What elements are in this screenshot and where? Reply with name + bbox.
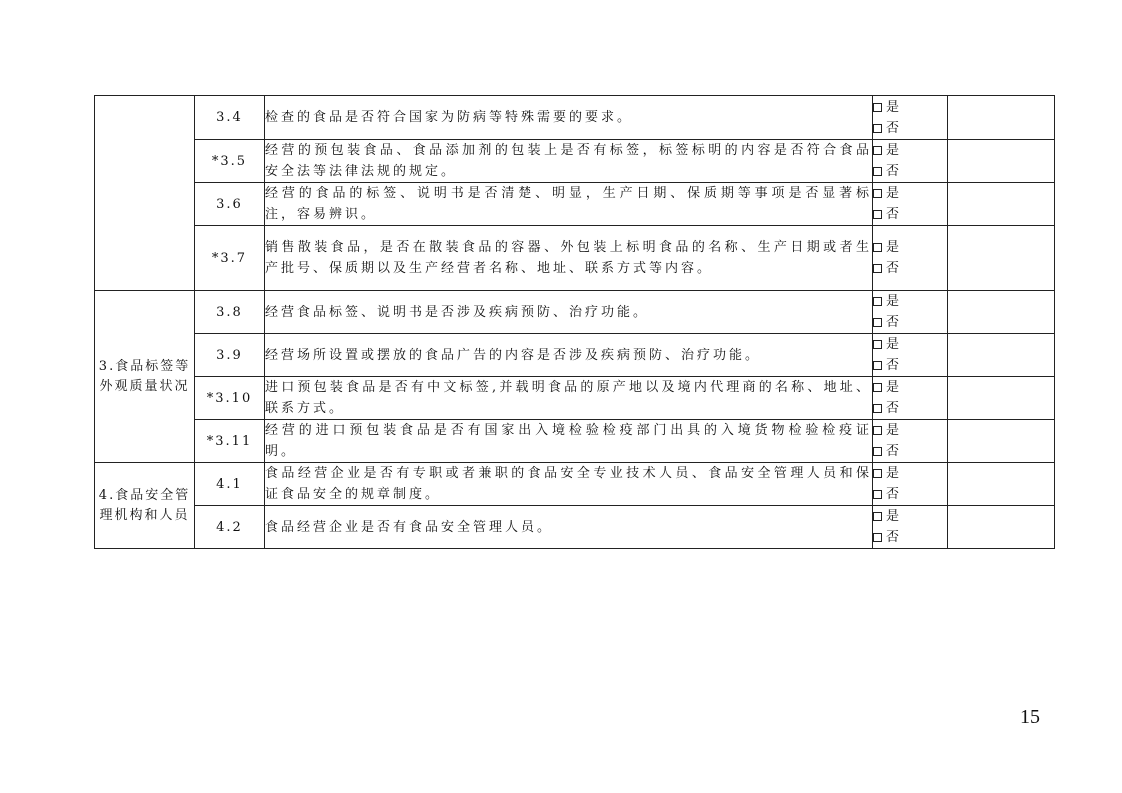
remark-cell bbox=[948, 96, 1055, 140]
yes-no-options bbox=[873, 463, 948, 506]
checkbox-icon[interactable] bbox=[873, 447, 882, 456]
remark-cell bbox=[948, 334, 1055, 377]
option-yes[interactable] bbox=[873, 237, 947, 258]
option-no-label: 否 bbox=[886, 530, 900, 545]
checkbox-icon[interactable] bbox=[873, 264, 882, 273]
option-yes[interactable] bbox=[873, 291, 947, 312]
remark-cell bbox=[948, 463, 1055, 506]
item-number: 3.4 bbox=[195, 96, 265, 140]
table-row bbox=[95, 506, 1055, 549]
item-content: 经营的进口预包装食品是否有国家出入境检验检疫部门出具的入境货物检验检疫证明。 bbox=[265, 420, 873, 463]
item-content: 食品经营企业是否有食品安全管理人员。 bbox=[265, 506, 873, 549]
yes-no-options bbox=[873, 96, 948, 140]
remark-cell bbox=[948, 506, 1055, 549]
item-content: 食品经营企业是否有专职或者兼职的食品安全专业技术人员、食品安全管理人员和保证食品安全的规章制度。 bbox=[265, 463, 873, 506]
item-number: 4.2 bbox=[195, 506, 265, 549]
option-yes[interactable] bbox=[873, 506, 947, 527]
option-yes-label: 是 bbox=[886, 99, 900, 115]
option-no[interactable] bbox=[873, 527, 947, 548]
checkbox-icon[interactable] bbox=[873, 469, 882, 478]
yes-no-options bbox=[873, 420, 948, 463]
item-content: 经营食品标签、说明书是否涉及疾病预防、治疗功能。 bbox=[265, 291, 873, 334]
option-no-label: 否 bbox=[886, 401, 900, 416]
option-yes-label: 是 bbox=[886, 143, 900, 158]
table-row bbox=[95, 96, 1055, 140]
checkbox-icon[interactable] bbox=[873, 146, 882, 155]
table-row bbox=[95, 463, 1055, 506]
option-yes-label: 是 bbox=[886, 509, 900, 524]
table-row bbox=[95, 291, 1055, 334]
option-no-label: 否 bbox=[886, 444, 900, 459]
checkbox-icon[interactable] bbox=[873, 103, 882, 112]
option-no[interactable] bbox=[873, 441, 947, 462]
checkbox-icon[interactable] bbox=[873, 383, 882, 392]
option-no-label: 否 bbox=[886, 120, 900, 136]
checkbox-icon[interactable] bbox=[873, 426, 882, 435]
item-number: *3.7 bbox=[195, 226, 265, 291]
checkbox-icon[interactable] bbox=[873, 167, 882, 176]
category-cell-blank bbox=[95, 96, 195, 291]
option-yes[interactable] bbox=[873, 97, 947, 118]
inspection-checklist-table bbox=[94, 95, 1055, 549]
checkbox-icon[interactable] bbox=[873, 512, 882, 521]
category-label: 3.食品标签等外观质量状况 bbox=[95, 291, 195, 463]
checkbox-icon[interactable] bbox=[873, 361, 882, 370]
remark-cell bbox=[948, 377, 1055, 420]
option-yes-label: 是 bbox=[886, 423, 900, 438]
option-no-label: 否 bbox=[886, 164, 900, 179]
option-yes[interactable] bbox=[873, 140, 947, 161]
option-yes[interactable] bbox=[873, 334, 947, 355]
item-number: 3.9 bbox=[195, 334, 265, 377]
checkbox-icon[interactable] bbox=[873, 533, 882, 542]
option-yes-label: 是 bbox=[886, 294, 900, 309]
checkbox-icon[interactable] bbox=[873, 243, 882, 252]
checkbox-icon[interactable] bbox=[873, 340, 882, 349]
option-no[interactable] bbox=[873, 484, 947, 505]
option-yes-label: 是 bbox=[886, 240, 900, 255]
checkbox-icon[interactable] bbox=[873, 490, 882, 499]
item-number: 3.8 bbox=[195, 291, 265, 334]
option-no-label: 否 bbox=[886, 315, 900, 330]
option-yes[interactable] bbox=[873, 377, 947, 398]
item-content: 销售散装食品，是否在散装食品的容器、外包装上标明食品的名称、生产日期或者生产批号、保质期以及生产经营者名称、地址、联系方式等内容。 bbox=[265, 226, 873, 291]
yes-no-options bbox=[873, 183, 948, 226]
option-no-label: 否 bbox=[886, 207, 900, 222]
option-no-label: 否 bbox=[886, 358, 900, 373]
item-number: *3.10 bbox=[195, 377, 265, 420]
yes-no-options bbox=[873, 140, 948, 183]
option-no[interactable] bbox=[873, 161, 947, 182]
page-number: 15 bbox=[1020, 706, 1040, 728]
yes-no-options bbox=[873, 377, 948, 420]
yes-no-options bbox=[873, 226, 948, 291]
option-no[interactable] bbox=[873, 118, 947, 139]
checkbox-icon[interactable] bbox=[873, 404, 882, 413]
remark-cell bbox=[948, 226, 1055, 291]
checkbox-icon[interactable] bbox=[873, 318, 882, 327]
checkbox-icon[interactable] bbox=[873, 297, 882, 306]
option-yes[interactable] bbox=[873, 420, 947, 441]
option-yes-label: 是 bbox=[886, 466, 900, 481]
yes-no-options bbox=[873, 291, 948, 334]
option-no-label: 否 bbox=[886, 261, 900, 276]
checkbox-icon[interactable] bbox=[873, 124, 882, 133]
option-no[interactable] bbox=[873, 258, 947, 279]
option-yes[interactable] bbox=[873, 183, 947, 204]
item-content: 检查的食品是否符合国家为防病等特殊需要的要求。 bbox=[265, 96, 873, 140]
yes-no-options bbox=[873, 334, 948, 377]
item-content: 经营的食品的标签、说明书是否清楚、明显，生产日期、保质期等事项是否显著标注，容易辨识。 bbox=[265, 183, 873, 226]
option-yes-label: 是 bbox=[886, 380, 900, 395]
option-no-label: 否 bbox=[886, 487, 900, 502]
item-number: 4.1 bbox=[195, 463, 265, 506]
item-content: 经营的预包装食品、食品添加剂的包装上是否有标签，标签标明的内容是否符合食品安全法等法律法规的规定。 bbox=[265, 140, 873, 183]
item-content: 经营场所设置或摆放的食品广告的内容是否涉及疾病预防、治疗功能。 bbox=[265, 334, 873, 377]
table-row bbox=[95, 377, 1055, 420]
checkbox-icon[interactable] bbox=[873, 189, 882, 198]
table-row bbox=[95, 183, 1055, 226]
option-no[interactable] bbox=[873, 312, 947, 333]
yes-no-options bbox=[873, 506, 948, 549]
table-row bbox=[95, 420, 1055, 463]
option-no[interactable] bbox=[873, 398, 947, 419]
remark-cell bbox=[948, 291, 1055, 334]
checkbox-icon[interactable] bbox=[873, 210, 882, 219]
remark-cell bbox=[948, 420, 1055, 463]
category-label: 4.食品安全管理机构和人员 bbox=[95, 463, 195, 549]
table-row bbox=[95, 226, 1055, 291]
option-yes-label: 是 bbox=[886, 186, 900, 201]
table-row bbox=[95, 334, 1055, 377]
item-number: *3.11 bbox=[195, 420, 265, 463]
item-number: 3.6 bbox=[195, 183, 265, 226]
item-number: *3.5 bbox=[195, 140, 265, 183]
remark-cell bbox=[948, 140, 1055, 183]
remark-cell bbox=[948, 183, 1055, 226]
option-yes-label: 是 bbox=[886, 337, 900, 352]
option-yes[interactable] bbox=[873, 463, 947, 484]
item-content: 进口预包装食品是否有中文标签,并载明食品的原产地以及境内代理商的名称、地址、联系方式。 bbox=[265, 377, 873, 420]
table-row bbox=[95, 140, 1055, 183]
option-no[interactable] bbox=[873, 355, 947, 376]
option-no[interactable] bbox=[873, 204, 947, 225]
